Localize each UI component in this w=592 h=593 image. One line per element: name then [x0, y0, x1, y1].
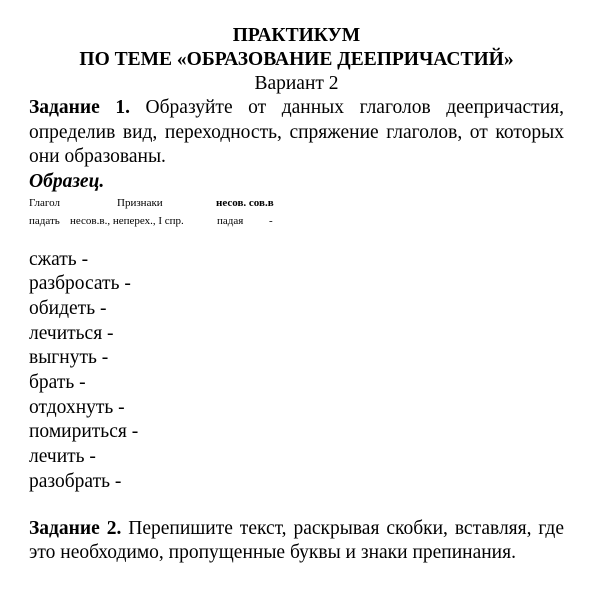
task-2-label: Задание 2.: [29, 517, 122, 539]
verb-item: обидеть -: [29, 297, 107, 319]
verb-item: разобрать -: [29, 470, 122, 492]
verb-item: помириться -: [29, 421, 139, 443]
verb-item: брать -: [29, 372, 86, 394]
sample-row-verb: падать: [29, 214, 60, 227]
task-2-text: Перепишите текст, раскрывая скобки, вставляя, где это необходимо, пропущенные буквы и знаки препинания.: [29, 517, 564, 564]
task-1: [29, 96, 564, 170]
task-1-label: Задание 1.: [29, 97, 130, 118]
verb-item: сжать -: [29, 248, 89, 270]
sample-header-aspect: несов. сов.в: [216, 196, 274, 209]
verb-item: отдохнуть -: [29, 396, 125, 418]
sample-heading: Образец.: [29, 170, 105, 192]
task-1-text: Образуйте от данных глаголов деепричастия, определив вид, переходность, спряжение глаголов, от которых они образованы.: [29, 97, 564, 167]
verb-item: лечиться -: [29, 322, 114, 344]
sample-table: [29, 195, 564, 229]
verb-item: разбросать -: [29, 273, 131, 295]
sample-row-features: несов.в., неперех., I спр.: [70, 214, 184, 227]
sample-row-perfective: -: [269, 214, 273, 227]
title-line-2: ПО ТЕМЕ «ОБРАЗОВАНИЕ ДЕЕПРИЧАСТИЙ»: [79, 49, 514, 70]
sample-header-verb: Глагол: [29, 196, 60, 209]
task-2: [29, 517, 564, 566]
sample-header-features: Признаки: [117, 196, 163, 209]
title-line-1: ПРАКТИКУМ: [232, 25, 361, 46]
verb-item: выгнуть -: [29, 347, 109, 369]
sample-row-imperfective: падая: [217, 214, 244, 227]
document-page: [29, 24, 564, 566]
verb-list: [29, 248, 564, 495]
verb-item: лечить -: [29, 446, 96, 468]
variant-label: Вариант 2: [254, 73, 339, 94]
